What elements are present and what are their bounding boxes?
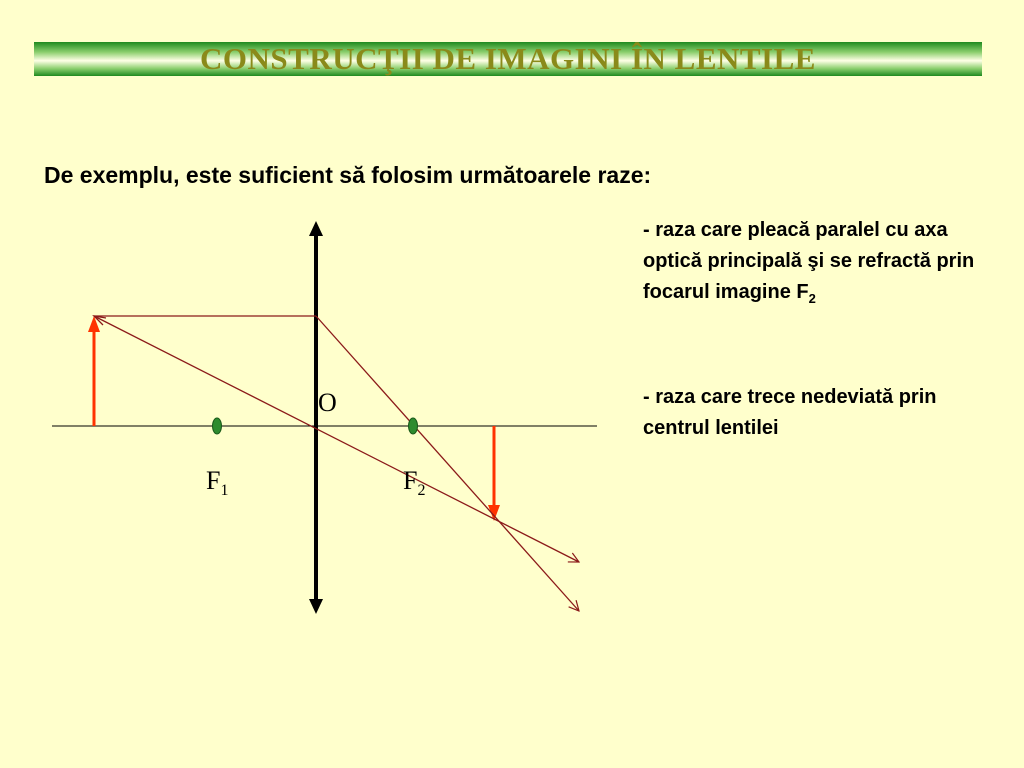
converging-lens [309, 221, 323, 614]
page-title: CONSTRUCŢII DE IMAGINI ÎN LENTILE [200, 41, 816, 76]
parallel-ray-refracted [316, 316, 579, 611]
object-arrow [88, 316, 100, 426]
label-focus-f1-subscript: 1 [220, 482, 229, 499]
label-focus-f2-letter: F [403, 466, 418, 495]
label-focus-f1-letter: F [206, 466, 221, 495]
label-focus-f2 [403, 468, 425, 499]
focus-point-f1 [213, 418, 222, 434]
label-focus-f2-subscript: 2 [417, 482, 426, 499]
focus-point-f2 [409, 418, 418, 434]
bullet-parallel-ray-subscript: 2 [808, 291, 816, 306]
subtitle: De exemplu, este suficient să folosim următoarele raze: [44, 162, 652, 188]
label-focus-f1 [206, 468, 228, 499]
bullet-parallel-ray-text: - raza care pleacă paralel cu axa optică principală şi se refractă prin focarul imagine F [643, 219, 975, 303]
central-ray [94, 316, 579, 562]
bullet-center-ray-text: - raza care trece nedeviată prin centrul lentilei [643, 386, 937, 439]
image-arrow [488, 426, 500, 521]
label-center-o: O [318, 388, 337, 417]
